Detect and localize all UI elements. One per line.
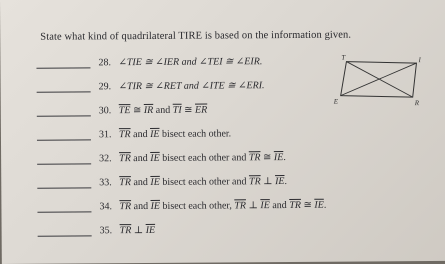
instruction-text: State what kind of quadrilateral TIRE is based on the information given.	[40, 29, 352, 43]
vertex-label-r: R	[414, 99, 420, 108]
question-text	[119, 152, 286, 164]
answer-blank[interactable]	[37, 187, 91, 188]
question-number: 28.	[98, 57, 111, 69]
segment-ie: $\overline{IE}$	[314, 199, 324, 211]
segment-ie: $\overline{IE}$	[150, 200, 161, 212]
symbol: ⊥	[245, 200, 261, 212]
segment-tr: $\overline{TR}$	[119, 201, 132, 213]
segment-tr: $\overline{TR}$	[119, 177, 131, 189]
quadrilateral-figure	[332, 53, 432, 110]
segment-tr: $\overline{TR}$	[248, 152, 261, 164]
question-row-31	[37, 127, 367, 143]
segment-ie: $\overline{IE}$	[273, 152, 284, 164]
question-row-33	[37, 175, 367, 191]
answer-blank[interactable]	[37, 211, 91, 212]
question-number: 31.	[98, 129, 112, 141]
vertex-label-i: I	[418, 56, 421, 65]
answer-blank[interactable]	[37, 115, 91, 116]
question-text	[119, 105, 208, 117]
segment-tr: $\overline{TR}$	[289, 199, 302, 211]
answer-blank[interactable]	[37, 91, 91, 92]
connector: and	[130, 128, 151, 141]
connector: and	[131, 200, 151, 213]
connector: and	[130, 152, 151, 165]
answer-blank[interactable]	[36, 67, 90, 68]
answer-blank[interactable]	[37, 139, 91, 140]
segment-tr: $\overline{TR}$	[118, 129, 131, 141]
question-text-part: ∠TIR ≅ ∠RET and ∠ITE ≅ ∠ERI.	[118, 80, 265, 93]
connector: and	[269, 199, 290, 212]
question-row-32	[37, 151, 367, 167]
connector: and	[130, 176, 151, 189]
segment-ie: $\overline{IE}$	[150, 176, 160, 188]
question-text	[120, 225, 156, 236]
question-text-part: ∠TIE ≅ ∠IER and ∠TEI ≅ ∠EIR.	[118, 56, 263, 69]
connector: and	[153, 104, 173, 116]
answer-blank[interactable]	[38, 235, 92, 236]
segment-te: $\overline{TE}$	[118, 105, 131, 117]
segment-ie: $\overline{IE}$	[150, 152, 160, 164]
symbol: ≅	[300, 199, 315, 211]
segment-ie: $\overline{IE}$	[150, 128, 160, 140]
question-row-30	[37, 103, 367, 119]
question-number: 29.	[98, 81, 112, 93]
question-row-28	[36, 55, 366, 71]
symbol: ≅	[181, 104, 196, 116]
segment-ie: $\overline{IE}$	[275, 176, 285, 188]
connector: bisect each other.	[159, 128, 232, 140]
symbol: ⊥	[260, 176, 276, 188]
punct: .	[323, 199, 327, 211]
symbol: ≅	[260, 152, 274, 164]
segment-ir: $\overline{IR}$	[143, 104, 154, 116]
question-row-35	[38, 223, 368, 239]
segment-ti: $\overline{TI}$	[172, 104, 182, 116]
question-number: 34.	[99, 201, 112, 213]
diagonal-ie	[340, 63, 416, 96]
question-number: 35.	[99, 225, 113, 237]
symbol: ≅	[130, 104, 144, 117]
connector: bisect each other and	[159, 176, 250, 188]
question-number: 33.	[99, 177, 112, 189]
segment-er: $\overline{ER}$	[195, 104, 208, 116]
question-text	[119, 200, 326, 212]
question-text	[118, 56, 262, 68]
vertex-label-t: T	[341, 53, 346, 62]
question-text	[119, 128, 231, 140]
segment-tr: $\overline{TR}$	[119, 225, 132, 237]
question-text	[119, 176, 287, 188]
question-number: 30.	[98, 105, 112, 117]
connector: bisect each other,	[159, 200, 235, 212]
question-text	[119, 80, 265, 92]
connector: bisect each other and	[159, 152, 249, 164]
question-number: 32.	[99, 153, 112, 165]
punct: .	[283, 152, 286, 164]
segment-tr: $\overline{TR}$	[248, 176, 261, 188]
vertex-label-e: E	[333, 97, 339, 106]
segment-ie: $\overline{IE}$	[145, 224, 156, 236]
answer-blank[interactable]	[37, 163, 91, 164]
question-row-34	[37, 199, 367, 215]
symbol: ⊥	[131, 224, 146, 237]
segment-ie: $\overline{IE}$	[260, 200, 270, 212]
segment-tr: $\overline{TR}$	[119, 153, 131, 165]
punct: .	[284, 176, 288, 188]
segment-tr: $\overline{TR}$	[234, 200, 247, 212]
question-row-29	[37, 79, 367, 95]
